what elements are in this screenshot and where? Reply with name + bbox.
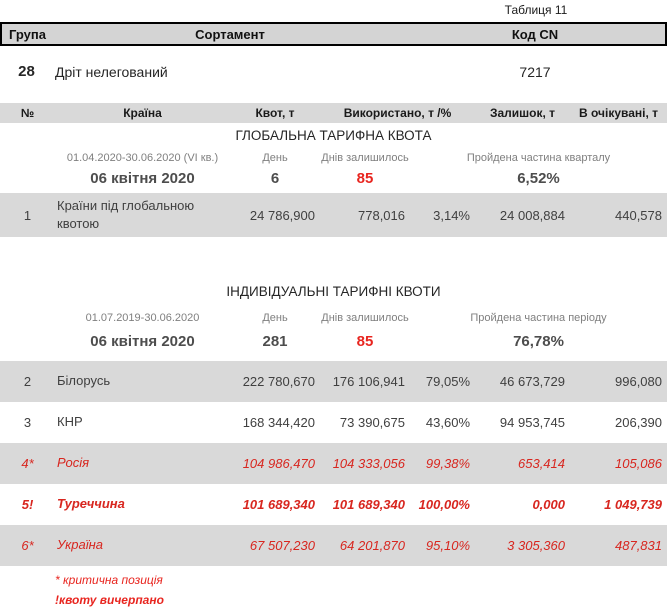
row-country: Білорусь [57,373,111,389]
table-row-russia [0,443,667,484]
global-day-value: 6 [270,169,280,187]
global-day-label: День [262,151,288,164]
individual-rows [0,361,667,566]
row-used: 73 390,675 [339,415,405,430]
product-name: Дріт нелегований [55,63,168,80]
global-period-values [0,165,667,191]
row-number: 5! [21,497,34,512]
row-used: 176 106,941 [332,374,405,389]
header-code-cn-label: Код CN [511,26,559,42]
header-assortment-label: Сортамент [195,26,265,42]
row-remainder: 0,000 [532,497,565,512]
row-expected: 206,390 [615,415,662,430]
individual-progress-value: 76,78% [513,332,564,350]
product-cn-code: 7217 [519,63,551,80]
row-remainder: 24 008,884 [499,207,565,223]
table-caption: Таблиця 11 [504,3,568,17]
row-country: Туреччина [57,496,125,512]
global-section-title: ГЛОБАЛЬНА ТАРИФНА КВОТА [235,128,432,143]
individual-period-values [0,328,667,354]
row-used-pct: 95,10% [425,538,470,553]
row-used-pct: 99,38% [425,456,470,471]
table-row-belarus [0,361,667,402]
row-country: Україна [57,537,104,553]
col-num-label: № [20,106,35,120]
row-used-pct: 79,05% [425,374,470,389]
quota-column-header-bar [0,103,667,123]
row-used-pct: 43,60% [425,415,470,430]
row-expected: 487,831 [615,538,662,553]
row-remainder: 3 305,360 [507,538,565,553]
table-row-turkey [0,484,667,525]
footnote-quota-exhausted: !квоту вичерпано [55,593,164,607]
row-quota: 67 507,230 [249,538,315,553]
col-country-label: Країна [123,106,162,120]
individual-current-date: 06 квітня 2020 [90,332,195,350]
col-remainder-label: Залишок, т [489,106,556,120]
row-number: 1 [23,207,32,223]
global-period-range: 01.04.2020-30.06.2020 (VI кв.) [66,151,219,164]
global-progress-value: 6,52% [517,169,560,187]
row-used: 64 201,870 [339,538,405,553]
table-row-ukraine [0,525,667,566]
row-expected: 1 049,739 [604,497,662,512]
row-country: Країни під глобальною квотою [57,197,195,231]
row-used-pct: 3,14% [433,207,470,223]
row-number: 6* [21,538,34,553]
individual-day-value: 281 [262,332,288,350]
global-current-date: 06 квітня 2020 [90,169,195,187]
col-used-label: Використано, т /% [343,106,452,120]
global-period-labels [0,150,667,165]
individual-days-left-value: 85 [356,332,374,350]
individual-period-labels [0,310,667,325]
row-remainder: 653,414 [518,456,565,471]
table-row-global-quota [0,193,667,237]
row-quota: 104 986,470 [242,456,315,471]
row-expected: 440,578 [615,207,662,223]
table-row-china [0,402,667,443]
row-country: Росія [57,455,90,471]
footnote-critical-position: * критична позиція [55,573,163,587]
individual-days-left-label: Днів залишилось [321,311,409,324]
individual-period-range: 01.07.2019-30.06.2020 [85,311,200,324]
individual-progress-label: Пройдена частина періоду [470,311,607,324]
row-quota: 222 780,670 [242,374,315,389]
row-used: 101 689,340 [332,497,405,512]
row-number: 3 [23,415,32,430]
global-days-left-label: Днів залишилось [321,151,409,164]
row-remainder: 46 673,729 [499,374,565,389]
product-row [0,55,667,88]
col-quota-label: Квот, т [255,106,295,120]
row-number: 4* [21,456,34,471]
row-expected: 996,080 [615,374,662,389]
individual-section-title: ІНДИВІДУАЛЬНІ ТАРИФНІ КВОТИ [226,284,441,299]
col-expected-label: В очікувані, т [578,106,659,120]
row-country: КНР [57,414,83,430]
row-quota: 101 689,340 [242,497,315,512]
row-remainder: 94 953,745 [499,415,565,430]
row-quota: 24 786,900 [249,207,315,223]
row-expected: 105,086 [615,456,662,471]
global-progress-label: Пройдена частина кварталу [466,151,611,164]
row-number: 2 [23,374,32,389]
row-used-pct: 100,00% [418,497,470,512]
product-header-bar [0,22,667,46]
row-used: 104 333,056 [332,456,405,471]
global-days-left-value: 85 [356,169,374,187]
row-used: 778,016 [358,207,405,223]
header-group-label: Група [9,26,46,42]
product-group-number: 28 [18,63,35,80]
individual-day-label: День [262,311,288,324]
row-quota: 168 344,420 [242,415,315,430]
